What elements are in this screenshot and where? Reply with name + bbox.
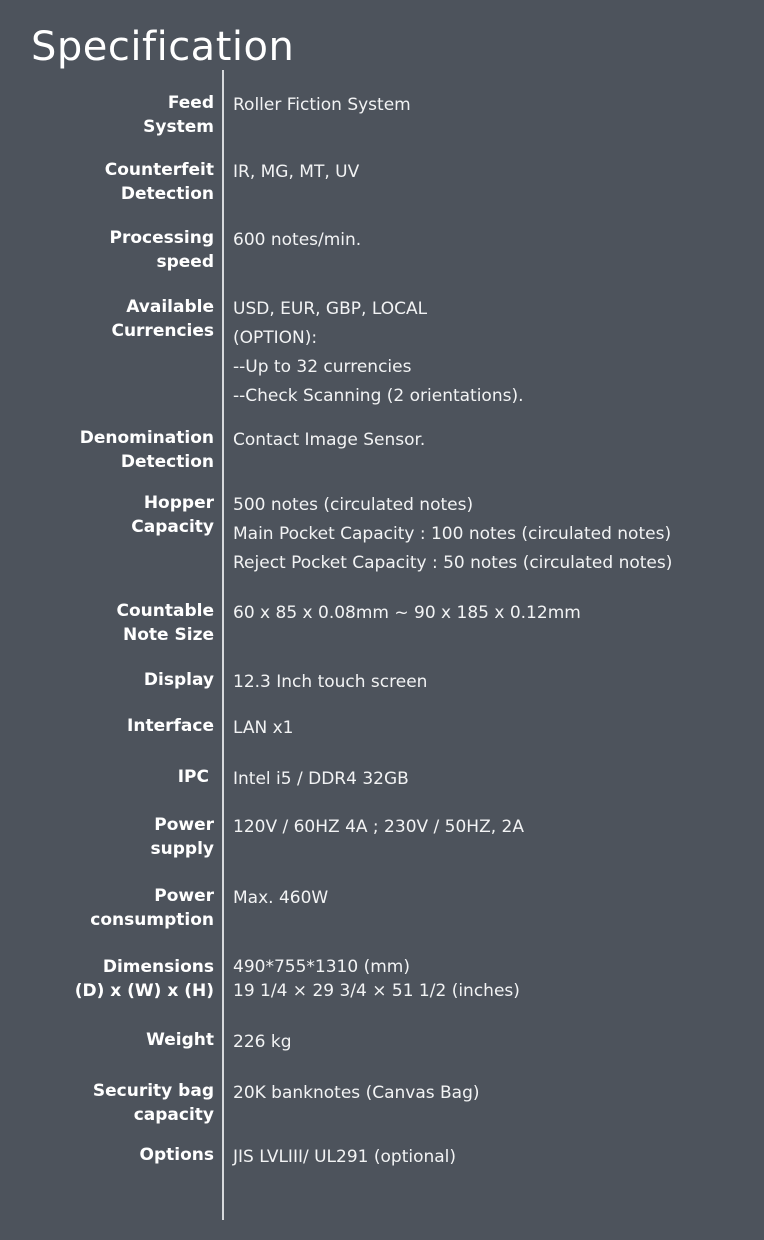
spec-label: Power consumption (90, 886, 214, 930)
spec-label: Feed System (143, 93, 214, 137)
spec-value: Roller Fiction System (233, 95, 411, 115)
spec-value: 120V / 60HZ 4A ; 230V / 50HZ, 2A (233, 817, 524, 837)
spec-label: Options (139, 1145, 214, 1165)
spec-label: Dimensions (D) x (W) x (H) (74, 957, 214, 1001)
spec-label: Weight (146, 1030, 214, 1050)
spec-label: Hopper Capacity (131, 493, 214, 537)
spec-value: 20K banknotes (Canvas Bag) (233, 1083, 480, 1103)
spec-label: Interface (127, 716, 214, 736)
spec-label: Available Currencies (111, 297, 214, 341)
spec-value: IR, MG, MT, UV (233, 162, 360, 182)
spec-value: USD, EUR, GBP, LOCAL (OPTION): --Up to 32 currencies --Check Scanning (2 orientations). (233, 299, 524, 406)
spec-label: IPC (177, 767, 209, 787)
spec-value: Max. 460W (233, 888, 329, 908)
spec-value: 60 x 85 x 0.08mm ~ 90 x 185 x 0.12mm (233, 603, 581, 623)
spec-value: LAN x1 (233, 718, 294, 738)
spec-value: Contact Image Sensor. (233, 430, 426, 450)
spec-label: Counterfeit Detection (104, 160, 214, 204)
spec-label: Processing speed (109, 228, 214, 272)
page-title: Specification (31, 24, 295, 70)
spec-label: Display (143, 670, 214, 690)
spec-label: Denomination Detection (79, 428, 214, 472)
spec-value: 226 kg (233, 1032, 292, 1052)
spec-value: JIS LVLIII/ UL291 (optional) (233, 1147, 457, 1167)
spec-label: Countable Note Size (116, 601, 214, 645)
column-divider (222, 70, 224, 1220)
spec-value: 490*755*1310 (mm) 19 1/4 × 29 3/4 × 51 1/2 (inches) (233, 957, 520, 1001)
spec-label: Power supply (150, 815, 214, 859)
spec-value: 12.3 Inch touch screen (233, 672, 428, 692)
spec-value: 600 notes/min. (233, 230, 362, 250)
spec-label: Security bag capacity (92, 1081, 214, 1125)
spec-value: Intel i5 / DDR4 32GB (233, 769, 409, 789)
spec-value: 500 notes (circulated notes) Main Pocket Capacity : 100 notes (circulated notes) Reject Pocket Capacity : 50 notes (circulated notes) (233, 495, 673, 573)
